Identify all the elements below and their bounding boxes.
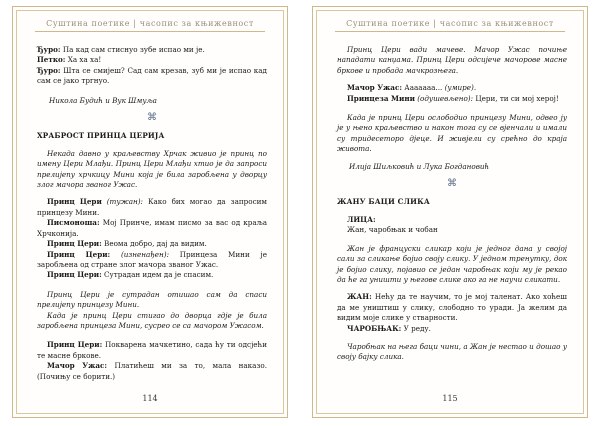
story-title: ХРАБРОСТ ПРИНЦА ЦЕРИЈА bbox=[37, 131, 165, 141]
speaker-name: Принц Цери: bbox=[47, 249, 111, 259]
speaker-name: Мачор Ужас: bbox=[347, 83, 402, 93]
line-text: Платићеш ми за то, мала наказо. (Почињу се борити.) bbox=[37, 361, 267, 381]
speaker-name: Принц Цери: bbox=[47, 340, 103, 350]
ending-paragraph: Када је принц Цери ослободио принцезу Мини, одвео ју је у њено краљевство и након тога су се вјенчали и имали су тридесеторо дјеце. И живјели су срећно до краја живота. bbox=[337, 113, 567, 154]
dialogue-line bbox=[37, 340, 267, 361]
left-page-body bbox=[37, 45, 267, 382]
line-text: Цери, ти си мој херој! bbox=[475, 93, 559, 103]
stage-direction: (тужан): bbox=[106, 197, 143, 207]
speaker-name: ЧАРОБЊАК: bbox=[347, 323, 402, 333]
section-ornament-icon: ⌘ bbox=[447, 178, 457, 190]
dialogue-block-1 bbox=[37, 45, 267, 87]
dialogue-block-2 bbox=[37, 197, 267, 280]
speaker-name: Петко: bbox=[37, 55, 66, 65]
speaker-name: Принц Цери bbox=[47, 197, 102, 207]
dialogue-line bbox=[37, 218, 267, 239]
line-text: Веома добро, дај да видим. bbox=[104, 239, 207, 249]
stage-direction: (одушевљено): bbox=[417, 93, 474, 103]
line-text: Нећу да те научим, то је мој таленат. Ако хоћеш да ме уништиш у слику, слободно то уради. Ја желим да видим моје слике у стварности. bbox=[337, 292, 567, 323]
speaker-name: Мачор Ужас: bbox=[47, 361, 108, 371]
speaker-name: Принцеза Мини bbox=[347, 93, 415, 103]
narration-paragraph: Принц Цери вади мачеве. Мачор Ужас почиње нападати канџама. Принц Цери одсијече мачорове масне бркове и пробада мачкрозњега. bbox=[337, 45, 567, 75]
running-header-left: Суштина поетике | часопис за књижевност bbox=[13, 19, 287, 32]
dialogue-line bbox=[37, 239, 267, 249]
cast-list: Жан, чаробњак и чобан bbox=[347, 225, 438, 235]
line-text: У реду. bbox=[403, 323, 431, 333]
dialogue-line bbox=[337, 292, 567, 323]
right-page bbox=[312, 6, 588, 418]
speaker-name: Ђуро: bbox=[37, 65, 61, 75]
dialogue-line bbox=[37, 361, 267, 382]
line-text: Како бих могао да запросим принцезу Мини. bbox=[37, 197, 267, 217]
dialogue-line bbox=[37, 66, 267, 87]
speaker-name: ЖАН: bbox=[347, 292, 372, 302]
cast-heading: ЛИЦА: bbox=[347, 214, 376, 224]
speaker-name: Ђуро: bbox=[37, 45, 61, 54]
speaker-name: Принц Цери: bbox=[47, 270, 102, 280]
speaker-name: Принц Цери: bbox=[47, 239, 102, 249]
line-text: Принцеза Мини је заробљена од стране злог мачора званог Ужас. bbox=[37, 249, 267, 269]
stage-direction: (умире). bbox=[444, 83, 477, 93]
dialogue-line bbox=[37, 270, 267, 280]
running-header-right: Суштина поетике | часопис за књижевност bbox=[313, 19, 587, 32]
right-page-body bbox=[337, 45, 567, 370]
dialogue-block-3 bbox=[37, 340, 267, 382]
dialogue-line bbox=[37, 45, 267, 55]
line-text: Сутрадан идем да је спасим. bbox=[104, 270, 214, 280]
story-paragraph: Жан је француски сликар који је једног дана у својој сали за сликање бојио своју слику. У једном тренутку, док је бојио слику, појавио се један чаробњак који му је рекао да ће га уништи у његове слике ако га не научи сликати. bbox=[337, 243, 567, 284]
line-text: Покварена мачкетино, сада ћу ти одсјећи те масне бркове. bbox=[37, 340, 267, 360]
author-signature: Никола Будић и Вук Шмуља bbox=[49, 95, 157, 105]
cast-block bbox=[337, 215, 567, 236]
line-text: Па кад сам стиснуо зубе испао ми је. bbox=[62, 45, 205, 54]
line-text: Мој Принче, имам писмо за вас од краља Хрчконија. bbox=[37, 218, 267, 238]
story-intro: Некада давно у краљевству Хрчак живио је принц по имену Цери Млађи. Принц Цери Млађи хтио је да запроси прелијепу хрчкицу Мини која је била заробљена у дворцу злог мачора званог Ужас. bbox=[37, 148, 267, 190]
line-text: Ааааааа... bbox=[404, 83, 443, 93]
narration-block bbox=[37, 290, 267, 332]
author-signature: Илија Шиљковић и Лука Богдановић bbox=[349, 161, 490, 171]
story-title: ЖАНУ БАЦИ СЛИКА bbox=[337, 197, 430, 207]
closing-paragraph: Чаробњак на њега баци чини, а Жан је нестао и дошао у своју бајку слика. bbox=[337, 341, 567, 362]
narration-paragraph: Принц Цери је сутрадан отишао сам да спаси прелијепу принцезу Мини. bbox=[37, 289, 267, 310]
page-number-left: 114 bbox=[142, 394, 158, 403]
line-text: Шта се смијеш? Сад сам крезав, зуб ми је испао кад сам се јако тргнуо. bbox=[37, 65, 267, 86]
page-number-right: 115 bbox=[442, 394, 458, 403]
dialogue-line bbox=[337, 324, 567, 334]
line-text: Ха ха ха! bbox=[67, 55, 102, 65]
dialogue-block-2 bbox=[337, 292, 567, 334]
dialogue-line bbox=[37, 250, 267, 271]
dialogue-line bbox=[37, 55, 267, 65]
left-page bbox=[12, 6, 288, 418]
stage-direction: (изненађен): bbox=[120, 249, 170, 259]
dialogue-line bbox=[337, 94, 567, 104]
dialogue-line bbox=[337, 83, 567, 93]
narration-paragraph: Када је принц Цери стигао до дворца гдје је била заробљена принцеза Мини, сусрео се са мачором Ужасом. bbox=[37, 310, 267, 330]
section-ornament-icon: ⌘ bbox=[147, 112, 157, 124]
dialogue-line bbox=[37, 197, 267, 218]
speaker-name: Писмоноша: bbox=[47, 218, 100, 228]
dialogue-block bbox=[337, 83, 567, 104]
